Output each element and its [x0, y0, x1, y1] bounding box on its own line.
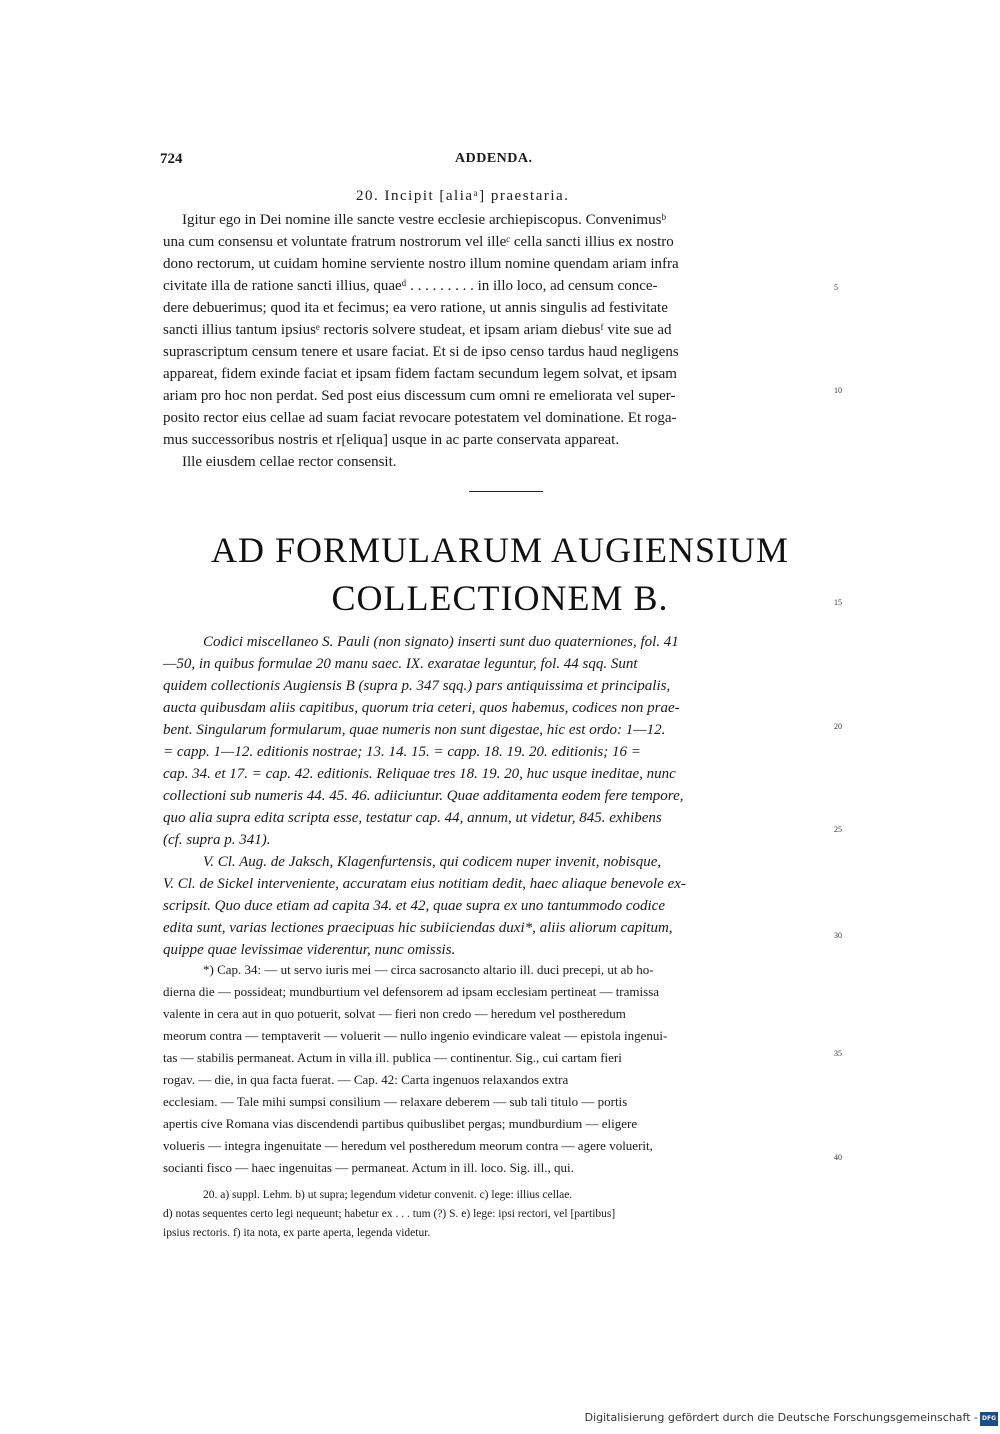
main-heading-line1: AD FORMULARUM AUGIENSIUM [210, 530, 790, 570]
footnote-line: socianti fisco — haec ingenuitas — permaneat. Actum in ill. loco. Sig. ill., qui. [163, 1160, 574, 1175]
text-line: V. Cl. Aug. de Jaksch, Klagenfurtensis, qui codicem nuper invenit, nobisque, [203, 854, 662, 870]
text-line: bent. Singularum formularum, quae numeris non sunt digestae, hic est ordo: 1—12. [163, 722, 666, 738]
main-heading-line2: COLLECTIONEM B. [331, 578, 669, 618]
text-line: posito rector eius cellae ad suam faciat revocare potestatem vel dominatione. Et roga- [163, 410, 677, 426]
text-line: ariam pro hoc non perdat. Sed post eius discessum cum omni re emeliorata vel super- [163, 388, 676, 404]
text-line: suprascriptum censum tenere et usare faciat. Et si de ipso censo tardus haud negligens [163, 344, 679, 360]
text-line: Ille eiusdem cellae rector consensit. [182, 454, 397, 470]
text-line: cap. 34. et 17. = cap. 42. editionis. Reliquae tres 18. 19. 20, huc usque ineditae, nunc [163, 766, 676, 782]
footnote-line: d) notas sequentes certo legi nequeunt; habetur ex . . . tum (?) S. e) lege: ipsi rectori, vel [partibus] [163, 1208, 616, 1220]
text-line: quippe quae levissimae viderentur, nunc omissis. [163, 942, 456, 958]
margin-line-number: 30 [834, 931, 842, 940]
text-line: edita sunt, varias lectiones praecipuas hic subiiciendas duxi*, aliis aliorum capitum, [163, 920, 673, 936]
page-number: 724 [160, 151, 183, 167]
margin-line-number: 25 [834, 825, 842, 834]
section-divider [469, 491, 543, 492]
text-line: —50, in quibus formulae 20 manu saec. IX. exaratae leguntur, fol. 44 sqq. Sunt [163, 656, 638, 672]
text-line: Igitur ego in Dei nomine ille sancte vestre ecclesie archiepiscopus. Convenimusᵇ [182, 212, 667, 228]
footnote-line: ecclesiam. — Tale mihi sumpsi consilium — relaxare deberem — sub tali titulo — portis [163, 1094, 628, 1109]
footnote-line: rogav. — die, in qua facta fuerat. — Cap. 42: Carta ingenuos relaxandos extra [163, 1072, 569, 1087]
text-line: una cum consensu et voluntate fratrum nostrorum vel illeᶜ cella sancti illius ex nostro [163, 234, 674, 250]
text-line: V. Cl. de Sickel interveniente, accuratam eius notitiam dedit, haec aliaque benevole ex- [163, 876, 686, 892]
footnote-line: ipsius rectoris. f) ita nota, ex parte aperta, legenda videtur. [163, 1227, 431, 1239]
text-line: dere debuerimus; quod ita et fecimus; ea vero ratione, ut annis singulis ad festivitate [163, 300, 668, 316]
text-line: quidem collectionis Augiensis B (supra p. 347 sqq.) pars antiquissima et principalis, [163, 678, 671, 694]
footnote-line: volueris — integra ingenuitate — heredum vel postheredum meorum contra — agere voluerit, [163, 1138, 653, 1153]
text-line: Codici miscellaneo S. Pauli (non signato) inserti sunt duo quaterniones, fol. 41 [203, 634, 679, 650]
footnote-line: 20. a) suppl. Lehm. b) ut supra; legendum videtur convenit. c) lege: illius cellae. [203, 1189, 573, 1201]
footnote-line: valente in cera aut in quo potuerit, solvat — fieri non credo — heredum vel postheredum [163, 1006, 626, 1021]
margin-line-number: 5 [834, 283, 838, 292]
footnote-line: dierna die — possideat; mundburtium vel defensorem ad ipsam ecclesiam pertineat — tramissa [163, 984, 660, 999]
text-line: civitate illa de ratione sancti illius, quaeᵈ . . . . . . . . . in illo loco, ad censum conce- [163, 278, 658, 294]
footnote-line: meorum contra — temptaverit — voluerit — nullo ingenio evindicare valeat — epistola ingenui- [163, 1028, 668, 1043]
text-line: sancti illius tantum ipsiusᵉ rectoris solvere studeat, et ipsam ariam diebusᶠ vite sue ad [163, 322, 672, 338]
dfg-logo-icon[interactable]: DFG [980, 1412, 998, 1426]
footnote-line: *) Cap. 34: — ut servo iuris mei — circa sacrosancto altario ill. duci precepi, ut ab ho- [203, 962, 654, 977]
text-line: (cf. supra p. 341). [163, 832, 271, 848]
text-line: scripsit. Quo duce etiam ad capita 34. et 42, quae supra ex uno tantummodo codice [163, 898, 666, 914]
margin-line-number: 40 [834, 1153, 842, 1162]
running-title: ADDENDA. [455, 151, 533, 166]
digitization-notice: Digitalisierung gefördert durch die Deutsche Forschungsgemeinschaft - [584, 1411, 978, 1424]
section-title: 20. Incipit [aliaᵃ] praestaria. [356, 188, 570, 204]
margin-line-number: 10 [834, 386, 842, 395]
margin-line-number: 15 [834, 598, 842, 607]
footnote-line: apertis cive Romana vias discendendi partibus quibuslibet pergas; mundburdium — eligere [163, 1116, 638, 1131]
text-line: quo alia supra edita scripta esse, testatur cap. 44, annum, ut videtur, 845. exhibens [163, 810, 662, 826]
text-line: = capp. 1—12. editionis nostrae; 13. 14. 15. = capp. 18. 19. 20. editionis; 16 = [163, 744, 641, 760]
text-line: aucta quibusdam aliis capitibus, quorum tria ceteri, quos habemus, codices non prae- [163, 700, 680, 716]
footnote-line: tas — stabilis permaneat. Actum in villa ill. publica — continentur. Sig., cui cartam fieri [163, 1050, 622, 1065]
margin-line-number: 20 [834, 722, 842, 731]
margin-line-number: 35 [834, 1049, 842, 1058]
text-line: appareat, fidem exinde faciat et ipsam fidem factam secundum legem solvat, et ipsam [163, 366, 677, 382]
text-line: mus successoribus nostris et r[eliqua] usque in ac parte conservata appareat. [163, 432, 620, 448]
text-line: collectioni sub numeris 44. 45. 46. adiiciuntur. Quae additamenta eodem fere tempore, [163, 788, 684, 804]
text-line: dono rectorum, ut cuidam homine serviente nostro illum nomine quendam ariam infra [163, 256, 679, 272]
